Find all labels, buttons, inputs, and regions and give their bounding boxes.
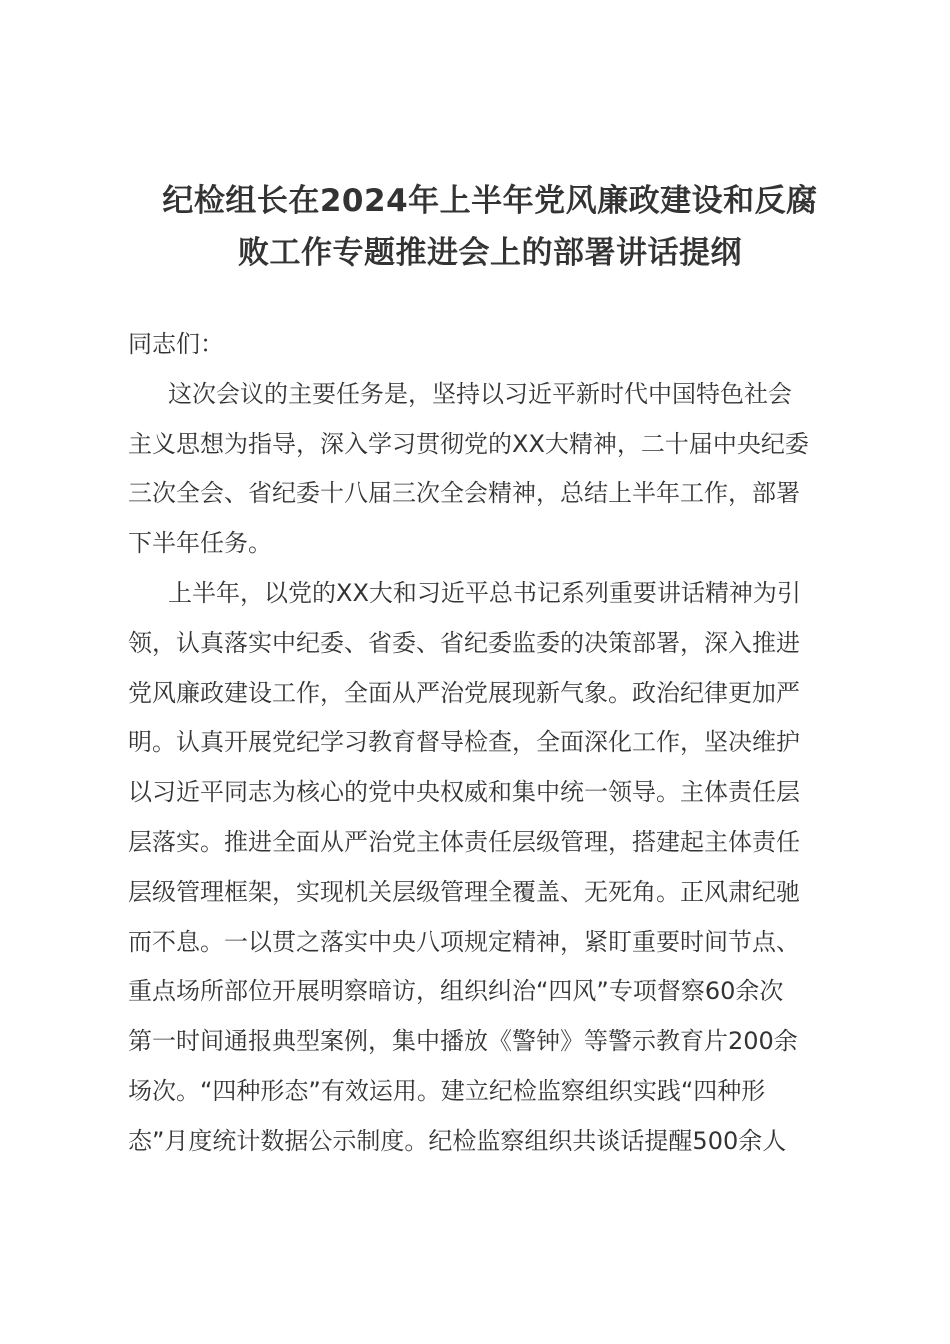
- paragraph-line: 下半年任务。: [128, 529, 272, 558]
- paragraph-line: 主义思想为指导，深入学习贯彻党的XX大精神，二十届中央纪委: [128, 429, 809, 458]
- paragraph-line: 党风廉政建设工作，全面从严治党展现新气象。政治纪律更加严: [128, 678, 800, 707]
- paragraph-line: 这次会议的主要任务是，坚持以习近平新时代中国特色社会: [168, 379, 792, 408]
- document-title: [110, 175, 870, 279]
- paragraph-line: 第一时间通报典型案例，集中播放《警钟》等警示教育片200余: [128, 1027, 798, 1056]
- salutation: 同志们：: [128, 330, 224, 358]
- paragraph-line: 场次。“四种形态”有效运用。建立纪检监察组织实践“四种形: [128, 1076, 766, 1105]
- paragraph-line: 明。认真开展党纪学习教育督导检查，全面深化工作，坚决维护: [128, 728, 800, 757]
- paragraph-line: 层级管理框架，实现机关层级管理全覆盖、无死角。正风肃纪驰: [128, 877, 800, 906]
- paragraph-line: 重点场所部位开展明察暗访，组织纠治“四风”专项督察60余次: [128, 977, 784, 1006]
- paragraph-2: [128, 569, 868, 1167]
- paragraph-line: 三次全会、省纪委十八届三次全会精神，总结上半年工作，部署: [128, 479, 800, 508]
- paragraph-line: 以习近平同志为核心的党中央权威和集中统一领导。主体责任层: [128, 778, 800, 807]
- title-line-1: 纪检组长在2024年上半年党风廉政建设和反腐: [162, 183, 818, 219]
- paragraph-1: [128, 370, 868, 569]
- paragraph-line: 而不息。一以贯之落实中央八项规定精神，紧盯重要时间节点、: [128, 927, 800, 956]
- paragraph-line: 层落实。推进全面从严治党主体责任层级管理，搭建起主体责任: [128, 827, 800, 856]
- title-line-2: 败工作专题推进会上的部署讲话提纲: [238, 235, 742, 271]
- paragraph-line: 态”月度统计数据公示制度。纪检监察组织共谈话提醒500余人: [128, 1126, 787, 1155]
- document-body: [128, 320, 868, 1167]
- paragraph-line: 上半年，以党的XX大和习近平总书记系列重要讲话精神为引: [168, 578, 801, 607]
- paragraph-line: 领，认真落实中纪委、省委、省纪委监委的决策部署，深入推进: [128, 628, 800, 657]
